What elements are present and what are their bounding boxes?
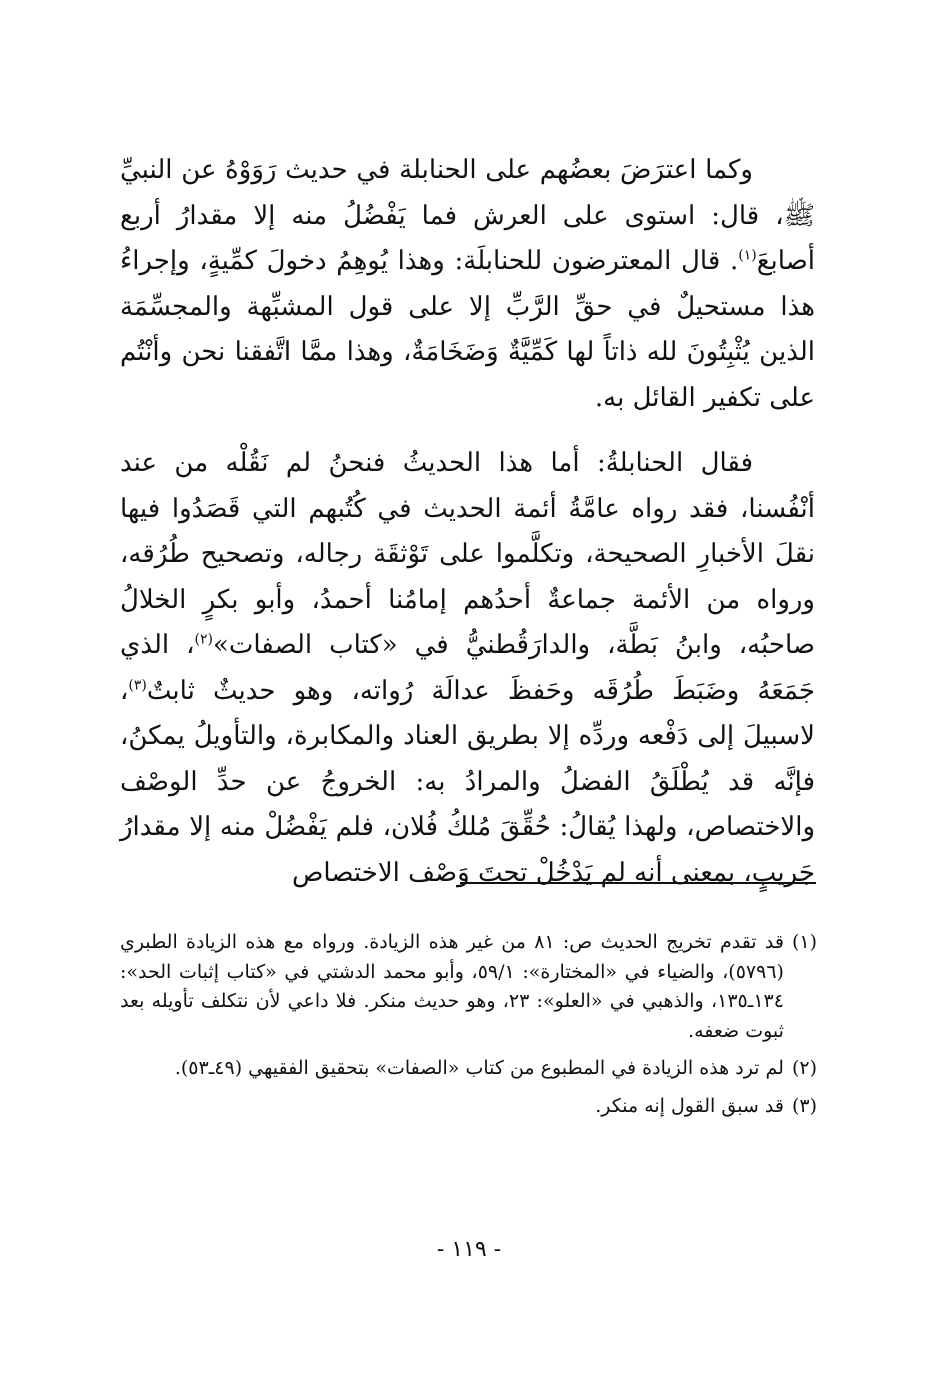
footnote-text: قد تقدم تخريج الحديث ص: ٨١ من غير هذه الزيادة. ورواه مع هذه الزيادة الطبري (٥٧٩٦)، والضياء في «المختارة»: ٥٩/١، وأبو محمد الدشتي في «كتاب إثبات الحد»: ١٣٤ـ١٣٥، والذهبي في «العلو»: ٢٣، وهو حديث منكر. فلا داعي لأن نتكلف تأويله بعد ثبوت ضعفه. xyxy=(120,931,784,1042)
footnote-2 xyxy=(120,1054,817,1084)
footnote-1 xyxy=(120,928,817,1046)
footnote-3 xyxy=(120,1092,817,1122)
footnote-text: لم ترد هذه الزيادة في المطبوع من كتاب «الصفات» بتحقيق الفقيهي (٤٩ـ٥٣). xyxy=(174,1057,784,1079)
text-run: ، الذي جَمَعَهُ وضَبَطَ طُرُقَه وحَفظَ عدالَة رُواته، وهو حديثٌ ثابتٌ xyxy=(120,630,815,706)
page-number: - ١١٩ - xyxy=(436,1237,502,1262)
footnote-number: (١) xyxy=(791,931,817,953)
footnote-text: قد سبق القول إنه منكر. xyxy=(595,1094,784,1117)
footnotes xyxy=(120,928,817,1121)
paragraph-2 xyxy=(120,441,815,896)
main-text xyxy=(120,148,815,896)
paragraph-1 xyxy=(120,148,815,421)
footnote-ref-2[interactable]: (٢) xyxy=(194,631,213,648)
footnote-ref-3[interactable]: (٣) xyxy=(128,676,147,693)
footnote-number: (٢) xyxy=(791,1057,817,1079)
footnote-ref-1[interactable]: (١) xyxy=(738,247,757,264)
footnote-number: (٣) xyxy=(791,1094,817,1117)
text-run: فقال الحنابلةُ: أما هذا الحديثُ فنحنُ لم نَقُلْه من عند أنْفُسنا، فقد رواه عامَّةُ أئمة الحديث في كُتُبهم التي قَصَدُوا فيها نقلَ الأخبارِ الصحيحة، وتكلَّموا على تَوْثقَة رجاله، وتصحيح طُرُقه، ورواه من الأئمة جماعةٌ أحدُهم إمامُنا أحمدُ، وأبو بكرٍ الخلالُ صاحبُه، وابنُ بَطَّة، والدارَقُطنيُّ في «كتاب الصفات» xyxy=(120,448,815,660)
text-run: ، لاسبيلَ إلى دَفْعه وردِّه إلا بطريق العناد والمكابرة، والتأويلُ يمكنُ، فإنَّه قد يُطْلَقُ الفضلُ والمرادُ به: الخروجُ عن حدِّ الوصْف والاختصاص، ولهذا يُقالُ: حُقِّقَ مُلكُ فُلان، فلم يَفْضُلْ منه إلا مقدارُ جَريبٍ، بمعنى أنه لم يَدْخُلْ تحتَ وَصْف الاختصاص xyxy=(120,675,815,888)
text-run: . قال المعترضون للحنابلَة: وهذا يُوهِمُ دخولَ كمِّيةٍ، وإجراءُ هذا مستحيلٌ في حقِّ الرَّبِّ إلا على قول المشبِّهة والمجسِّمَة الذين يُثْبِتُونَ لله ذاتاً لها كَمِّيَّةٌ وَضَخَامَةٌ، وهذا ممَّا اتَّفقنا نحن وأنْتُم على تكفير القائل به. xyxy=(120,246,815,413)
footnote-separator xyxy=(460,882,816,884)
text-run: وكما اعترَضَ بعضُهم على الحنابلة في حديث رَوَوْهُ عن النبيِّ ﷺ، قال: استوى على العرش فما يَفْضُلُ منه إلا مقدارُ أربع أصابعَ xyxy=(120,155,815,276)
